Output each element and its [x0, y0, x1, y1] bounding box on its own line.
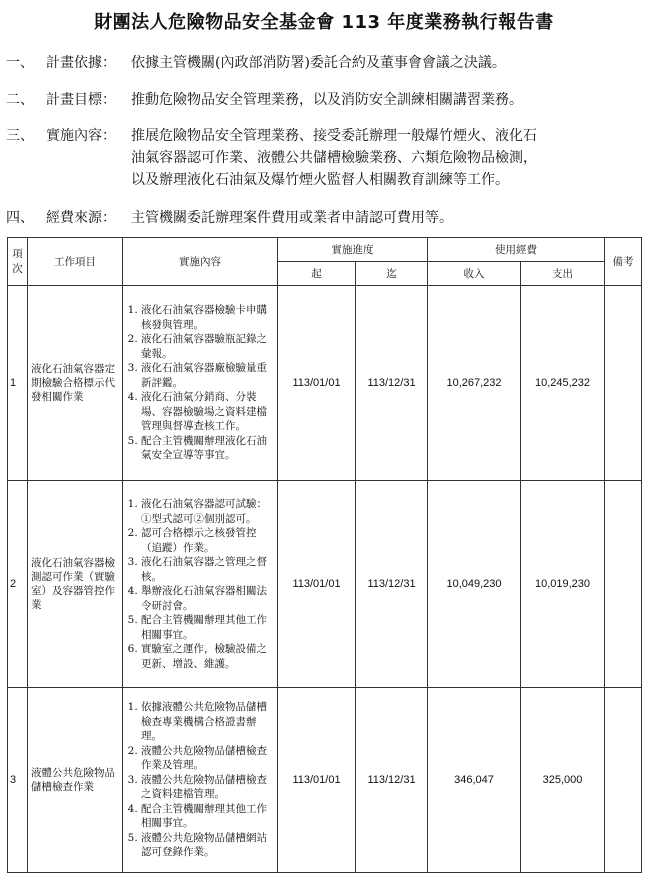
- section-text: 以及辦理液化石油氣及爆竹煙火監督人相關教育訓練等工作。: [131, 172, 509, 188]
- content-item: 1. 依據液體公共危險物品儲槽檢查專業機構合格證書辦理。: [141, 700, 275, 744]
- content-item: 5. 配合主管機關辦理液化石油氣安全宣導等事宜。: [141, 434, 275, 463]
- content-item: 3. 液體公共危險物品儲槽檢查之資料建檔管理。: [141, 773, 275, 802]
- table-row: [8, 688, 642, 873]
- content-item: 4. 配合主管機關辦理其他工作相關事宜。: [141, 802, 275, 831]
- row-item: 液化石油氣容器定期檢驗合格標示代發相關作業: [28, 286, 123, 481]
- row-start: 113/01/01: [278, 688, 356, 873]
- header-item: 工作項目: [28, 238, 123, 286]
- content-item: 3. 液化石油氣容器之管理之督核。: [141, 555, 275, 584]
- section-number: 一、: [6, 55, 34, 71]
- row-start: 113/01/01: [278, 481, 356, 688]
- row-income: 10,049,230: [428, 481, 521, 688]
- header-start: 起: [278, 262, 356, 286]
- content-item: 2. 認可合格標示之核發管控（追蹤）作業。: [141, 526, 275, 555]
- row-remark: [605, 688, 642, 873]
- table-row: [8, 481, 642, 688]
- section-1: [6, 52, 506, 74]
- content-item: 4. 舉辦液化石油氣容器相關法令研討會。: [141, 584, 275, 613]
- header-progress: 實施進度: [278, 238, 428, 262]
- section-text: 油氣容器認可作業、液體公共儲槽檢驗業務、六類危險物品檢測，: [131, 150, 537, 166]
- content-item: 3. 液化石油氣容器廠檢驗量重新評鑑。: [141, 361, 275, 390]
- row-end: 113/12/31: [356, 688, 428, 873]
- section-number: 三、: [6, 128, 34, 144]
- header-budget: 使用經費: [428, 238, 605, 262]
- header-expense: 支出: [521, 262, 605, 286]
- content-item: 2. 液體公共危險物品儲槽檢查作業及管理。: [141, 744, 275, 773]
- content-item: 5. 配合主管機關辦理其他工作相關事宜。: [141, 613, 275, 642]
- row-end: 113/12/31: [356, 481, 428, 688]
- header-index: 項次: [8, 238, 28, 286]
- content-item: 5. 液體公共危險物品儲槽網站認可登錄作業。: [141, 831, 275, 860]
- row-content: [123, 481, 278, 688]
- row-index: 2: [8, 481, 28, 688]
- section-2: [6, 89, 523, 111]
- content-item: 4. 液化石油氣分銷商、分裝場、容器檢驗場之資料建檔管理與督導查核工作。: [141, 390, 275, 434]
- row-item: 液化石油氣容器檢測認可作業（實驗室）及容器管控作業: [28, 481, 123, 688]
- section-label: 計畫依據：: [46, 55, 116, 71]
- header-income: 收入: [428, 262, 521, 286]
- row-expense: 325,000: [521, 688, 605, 873]
- section-text: 主管機關委託辦理案件費用或業者申請認可費用等。: [131, 210, 453, 226]
- row-index: 1: [8, 286, 28, 481]
- section-label: 計畫目標：: [46, 92, 116, 108]
- row-item: 液體公共危險物品儲槽檢查作業: [28, 688, 123, 873]
- header-end: 迄: [356, 262, 428, 286]
- row-start: 113/01/01: [278, 286, 356, 481]
- row-income: 346,047: [428, 688, 521, 873]
- section-label: 實施內容：: [46, 128, 116, 144]
- section-text: 推動危險物品安全管理業務，以及消防安全訓練相關講習業務。: [131, 92, 523, 108]
- header-remark: 備考: [605, 238, 642, 286]
- section-text: 依據主管機關(內政部消防署)委託合約及董事會會議之決議。: [131, 55, 506, 71]
- row-remark: [605, 481, 642, 688]
- row-income: 10,267,232: [428, 286, 521, 481]
- row-expense: 10,019,230: [521, 481, 605, 688]
- row-expense: 10,245,232: [521, 286, 605, 481]
- content-item: 6. 實驗室之運作，檢驗設備之更新、增設、維護。: [141, 642, 275, 671]
- section-number: 四、: [6, 210, 34, 226]
- row-index: 3: [8, 688, 28, 873]
- page-title: 財團法人危險物品安全基金會 113 年度業務執行報告書: [94, 12, 554, 33]
- row-content: [123, 688, 278, 873]
- row-end: 113/12/31: [356, 286, 428, 481]
- row-remark: [605, 286, 642, 481]
- header-content: 實施內容: [123, 238, 278, 286]
- section-text: 推展危險物品安全管理業務、接受委託辦理一般爆竹煙火、液化石: [131, 128, 537, 144]
- section-3: [6, 125, 537, 188]
- content-item: 1. 液化石油氣容器認可試驗：①型式認可②個別認可。: [141, 497, 275, 526]
- table-row: [8, 286, 642, 481]
- content-item: 2. 液化石油氣容器驗瓶記錄之彙報。: [141, 332, 275, 361]
- section-label: 經費來源：: [46, 210, 116, 226]
- row-content: [123, 286, 278, 481]
- work-table: [7, 237, 642, 873]
- section-4: [6, 207, 453, 229]
- content-item: 1. 液化石油氣容器檢驗卡申購核發與管理。: [141, 303, 275, 332]
- section-number: 二、: [6, 92, 34, 108]
